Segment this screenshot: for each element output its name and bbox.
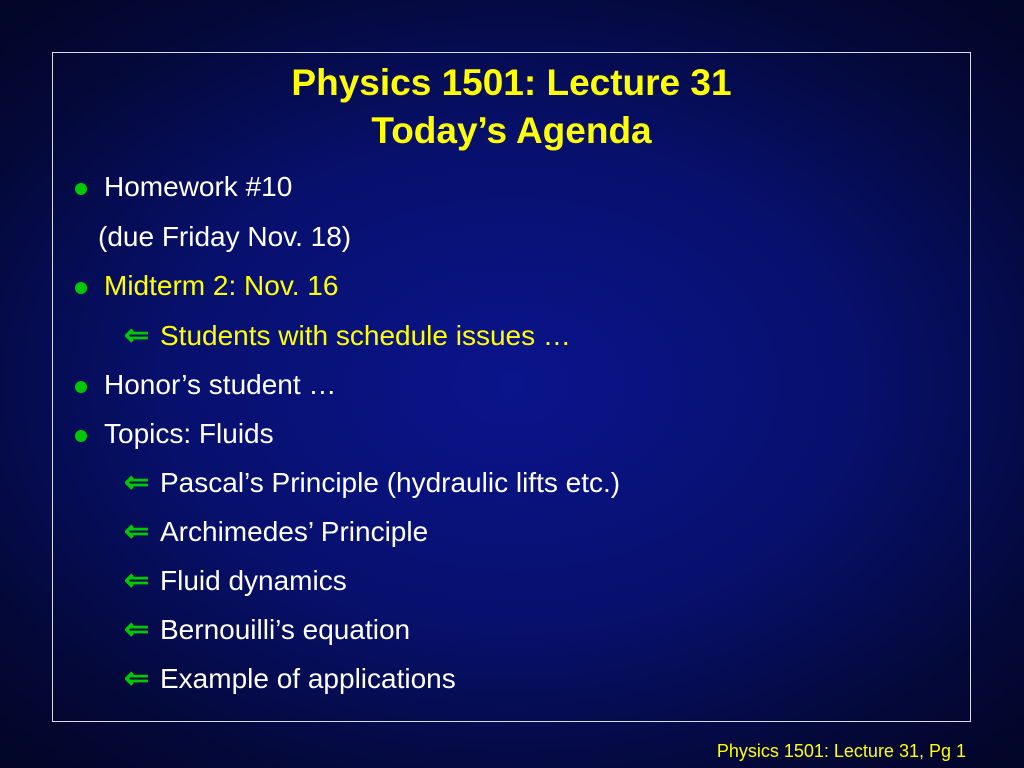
slide-title-line1: Physics 1501: Lecture 31 xyxy=(291,62,732,103)
list-item-topics: Topics: Fluids xyxy=(104,418,274,449)
bullet-icon xyxy=(75,282,87,294)
bullet-icon xyxy=(75,381,87,393)
bullet-icon xyxy=(75,183,87,195)
list-item-archimedes: Archimedes’ Principle xyxy=(160,516,429,547)
list-item-midterm: Midterm 2: Nov. 16 xyxy=(104,270,339,301)
arrow-icon: ⇐ xyxy=(124,515,150,548)
list-item-honors: Honor’s student … xyxy=(104,369,337,400)
list-item-fluid-dynamics: Fluid dynamics xyxy=(160,565,347,596)
list-item-bernoulli: Bernouilli’s equation xyxy=(160,614,411,645)
bullet-icon xyxy=(75,430,87,442)
list-item-schedule-issues: Students with schedule issues … xyxy=(160,320,571,351)
arrow-icon: ⇐ xyxy=(124,613,150,646)
list-item-applications: Example of applications xyxy=(160,663,456,694)
arrow-icon: ⇐ xyxy=(124,564,150,597)
list-item-homework-due: (due Friday Nov. 18) xyxy=(98,221,352,252)
arrow-icon: ⇐ xyxy=(124,319,150,352)
arrow-icon: ⇐ xyxy=(124,466,150,499)
slide-title-line2: Today’s Agenda xyxy=(371,110,652,151)
arrow-icon: ⇐ xyxy=(124,662,150,695)
list-item-pascal: Pascal’s Principle (hydraulic lifts etc.) xyxy=(160,467,621,498)
slide-footer: Physics 1501: Lecture 31, Pg 1 xyxy=(716,741,966,761)
list-item-homework: Homework #10 xyxy=(104,171,293,202)
